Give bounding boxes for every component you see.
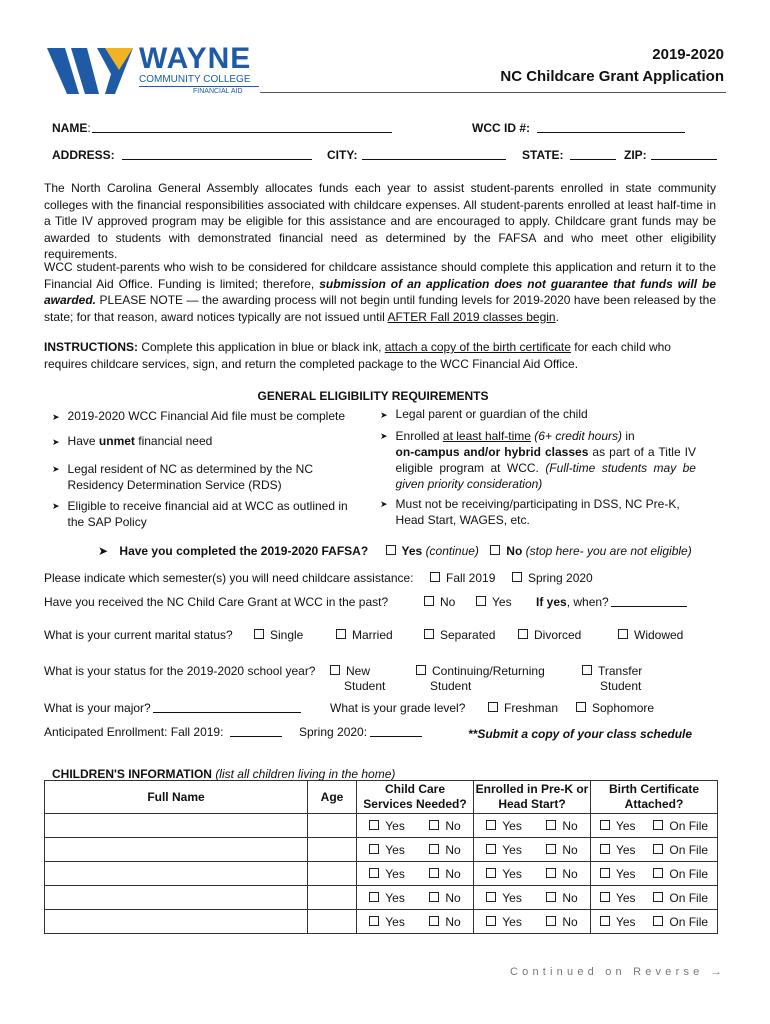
wayne-w-icon [47, 46, 137, 96]
checkbox[interactable] [369, 844, 379, 854]
child-age-cell[interactable] [308, 862, 357, 886]
checkbox[interactable] [546, 868, 556, 878]
checkbox[interactable] [369, 820, 379, 830]
child-name-cell[interactable] [45, 886, 308, 910]
checkbox[interactable] [653, 820, 663, 830]
elig-item: ➤ Legal parent or guardian of the child [380, 407, 588, 421]
checkbox[interactable] [486, 820, 496, 830]
name-field[interactable] [92, 121, 392, 133]
checkbox[interactable] [486, 868, 496, 878]
birth-cert-cell [591, 862, 718, 886]
spring-hours-field[interactable] [370, 725, 422, 737]
header-rule [260, 92, 726, 93]
fafsa-no-option[interactable]: No (stop here- you are not eligible) [490, 544, 691, 558]
checkbox[interactable] [330, 665, 340, 675]
grade-question: What is your grade level? [330, 701, 466, 715]
children-heading: CHILDREN'S INFORMATION (list all children living in the home) [52, 767, 396, 781]
checkbox[interactable] [369, 868, 379, 878]
bullet-arrow-icon: ➤ [52, 412, 60, 422]
checkbox[interactable] [416, 665, 426, 675]
city-field[interactable] [362, 148, 506, 160]
fafsa-yes-option[interactable]: Yes (continue) [386, 544, 479, 558]
checkbox[interactable] [429, 916, 439, 926]
child-name-cell[interactable] [45, 814, 308, 838]
fall-hours-field[interactable] [230, 725, 282, 737]
checkbox[interactable] [430, 572, 440, 582]
address-field[interactable] [122, 148, 312, 160]
new-student-option[interactable]: New Student [330, 664, 385, 694]
checkbox[interactable] [429, 820, 439, 830]
semester-question: Please indicate which semester(s) you will need childcare assistance: [44, 571, 414, 585]
instructions-paragraph: INSTRUCTIONS: Complete this application in blue or black ink, attach a copy of the birth certificate for each child who requires childcare services, sign, and return the completed package to the WCC Financial Aid Office. [44, 340, 671, 371]
birth-cert-cell [591, 886, 718, 910]
form-title: NC Childcare Grant Application [500, 68, 724, 85]
wcc-id-field[interactable] [537, 121, 685, 133]
checkbox[interactable] [254, 629, 264, 639]
spring-enroll-label: Spring 2020: [299, 725, 368, 739]
sophomore-option[interactable]: Sophomore [576, 701, 654, 715]
checkbox[interactable] [486, 892, 496, 902]
checkbox[interactable] [600, 868, 610, 878]
no-option[interactable]: No [546, 891, 577, 905]
prek-cell [474, 910, 591, 934]
fafsa-question: Have you completed the 2019-2020 FAFSA? [119, 544, 369, 558]
col-age: Age [308, 781, 357, 814]
checkbox[interactable] [490, 545, 500, 555]
checkbox[interactable] [518, 629, 528, 639]
no-option[interactable]: No [429, 819, 460, 833]
single-option[interactable]: Single [254, 628, 303, 642]
elig-item: ➤ Legal resident of NC as determined by the NC Residency Determination Service (RDS) [52, 462, 314, 492]
child-age-cell[interactable] [308, 814, 357, 838]
separated-option[interactable]: Separated [424, 628, 495, 642]
no-option[interactable]: No [546, 843, 577, 857]
no-option[interactable]: No [429, 843, 460, 857]
birth-cert-cell [591, 910, 718, 934]
continued-on-reverse: Continued on Reverse → [510, 966, 726, 978]
continuing-option[interactable]: Continuing/Returning Student [416, 664, 545, 694]
checkbox[interactable] [429, 844, 439, 854]
childcare-cell [357, 814, 474, 838]
right-arrow-icon: → [710, 966, 726, 978]
table-row [45, 886, 718, 910]
checkbox[interactable] [476, 596, 486, 606]
no-option[interactable]: No [546, 915, 577, 929]
yes-option[interactable]: Yes [600, 819, 636, 833]
zip-label: ZIP: [624, 148, 647, 162]
bullet-arrow-icon: ➤ [380, 431, 388, 441]
checkbox[interactable] [653, 892, 663, 902]
checkbox[interactable] [653, 916, 663, 926]
table-header-row [45, 781, 718, 814]
bullet-arrow-icon: ➤ [52, 437, 60, 447]
child-age-cell[interactable] [308, 910, 357, 934]
prek-cell [474, 814, 591, 838]
logo-dept: FINANCIAL AID [193, 88, 243, 95]
yes-option[interactable]: Yes [600, 867, 636, 881]
logo-subtitle: COMMUNITY COLLEGE [139, 74, 251, 85]
city-label: CITY: [327, 148, 358, 162]
checkbox[interactable] [546, 892, 556, 902]
checkbox[interactable] [600, 916, 610, 926]
checkbox[interactable] [546, 844, 556, 854]
bullet-arrow-icon: ➤ [380, 499, 388, 509]
prek-cell [474, 838, 591, 862]
schedule-note: **Submit a copy of your class schedule [468, 727, 693, 741]
child-name-cell[interactable] [45, 838, 308, 862]
logo-divider [139, 86, 259, 87]
no-option[interactable]: On File [653, 915, 708, 929]
no-option[interactable]: No [546, 867, 577, 881]
checkbox[interactable] [488, 702, 498, 712]
no-option[interactable]: No [429, 915, 460, 929]
yes-option[interactable]: Yes [369, 891, 405, 905]
col-prek: Enrolled in Pre-K or Head Start? [474, 781, 591, 814]
address-label: ADDRESS: [52, 148, 115, 162]
checkbox[interactable] [429, 868, 439, 878]
fafsa-question-row [98, 544, 692, 558]
yes-option[interactable]: Yes [486, 819, 522, 833]
no-option[interactable]: No [429, 867, 460, 881]
child-age-cell[interactable] [308, 886, 357, 910]
no-option[interactable]: On File [653, 891, 708, 905]
major-field[interactable] [153, 701, 301, 713]
checkbox[interactable] [618, 629, 628, 639]
checkbox[interactable] [424, 629, 434, 639]
prek-cell [474, 862, 591, 886]
checkbox[interactable] [369, 916, 379, 926]
prior-grant-question: Have you received the NC Child Care Grant at WCC in the past? [44, 595, 389, 609]
when-field[interactable] [611, 595, 687, 607]
col-childcare: Child Care Services Needed? [357, 781, 474, 814]
marital-question: What is your current marital status? [44, 628, 233, 642]
prek-cell [474, 886, 591, 910]
no-option[interactable]: On File [653, 867, 708, 881]
no-option[interactable]: On File [653, 819, 708, 833]
fall-option[interactable]: Fall 2019 [430, 571, 495, 585]
yes-option[interactable]: Yes [369, 915, 405, 929]
childcare-cell [357, 886, 474, 910]
checkbox[interactable] [546, 916, 556, 926]
checkbox[interactable] [336, 629, 346, 639]
checkbox[interactable] [486, 844, 496, 854]
prior-no-option[interactable]: No [424, 595, 455, 609]
checkbox[interactable] [600, 892, 610, 902]
status-question: What is your status for the 2019-2020 school year? [44, 664, 316, 678]
yes-option[interactable]: Yes [600, 891, 636, 905]
yes-option[interactable]: Yes [600, 915, 636, 929]
if-yes-label: If yes, when? [536, 595, 609, 609]
checkbox[interactable] [512, 572, 522, 582]
table-row [45, 910, 718, 934]
no-option[interactable]: On File [653, 843, 708, 857]
logo [47, 42, 267, 96]
checkbox[interactable] [429, 892, 439, 902]
checkbox[interactable] [386, 545, 396, 555]
yes-option[interactable]: Yes [600, 843, 636, 857]
col-birth-cert: Birth Certificate Attached? [591, 781, 718, 814]
checkbox[interactable] [546, 820, 556, 830]
yes-option[interactable]: Yes [369, 867, 405, 881]
childcare-cell [357, 862, 474, 886]
checkbox[interactable] [486, 916, 496, 926]
no-option[interactable]: No [546, 819, 577, 833]
elig-item: ➤ Enrolled at least half-time (6+ credit hours) in on-campus and/or hybrid classes as part of a Title IV eligible program at WCC. (Full-time students may be given priority consideration) [380, 429, 696, 491]
widowed-option[interactable]: Widowed [618, 628, 683, 642]
prior-yes-option[interactable]: Yes [476, 595, 512, 609]
state-field[interactable] [570, 148, 616, 160]
childcare-cell [357, 910, 474, 934]
table-row [45, 838, 718, 862]
elig-item: ➤ Eligible to receive financial aid at WCC as outlined in the SAP Policy [52, 499, 348, 529]
checkbox[interactable] [582, 665, 592, 675]
form-year: 2019-2020 [652, 46, 724, 63]
spring-option[interactable]: Spring 2020 [512, 571, 593, 585]
state-label: STATE: [522, 148, 564, 162]
birth-cert-cell [591, 838, 718, 862]
divorced-option[interactable]: Divorced [518, 628, 581, 642]
child-age-cell[interactable] [308, 838, 357, 862]
yes-option[interactable]: Yes [486, 843, 522, 857]
table-row [45, 814, 718, 838]
name-label: NAME: [52, 121, 91, 135]
intro-paragraph: The North Carolina General Assembly allocates funds each year to assist student-parents enrolled in state community colleges with the financial responsibilities associated with childcare expenses. All student-parents enrolled at least half-time in a Title IV approved program may be eligible for this assistance and are encouraged to apply. Childcare grant funds may be awarded to students with demonstrated financial need as determined by the FAFSA and who meet other eligibility requirements. [44, 181, 716, 261]
checkbox[interactable] [600, 844, 610, 854]
birth-cert-cell [591, 814, 718, 838]
childcare-cell [357, 838, 474, 862]
yes-option[interactable]: Yes [486, 891, 522, 905]
checkbox[interactable] [424, 596, 434, 606]
checkbox[interactable] [653, 844, 663, 854]
major-question: What is your major? [44, 701, 151, 715]
checkbox[interactable] [600, 820, 610, 830]
elig-item: ➤ 2019-2020 WCC Financial Aid file must be complete [52, 409, 346, 423]
checkbox[interactable] [576, 702, 586, 712]
bullet-arrow-icon: ➤ [52, 501, 60, 511]
eligibility-heading: GENERAL ELIGIBILITY REQUIREMENTS [257, 389, 489, 403]
child-name-cell[interactable] [45, 862, 308, 886]
yes-option[interactable]: Yes [369, 819, 405, 833]
check-arrow-icon: ➤ [98, 544, 109, 558]
yes-option[interactable]: Yes [486, 867, 522, 881]
checkbox[interactable] [653, 868, 663, 878]
elig-item: ➤ Have unmet financial need [52, 434, 213, 448]
bullet-arrow-icon: ➤ [380, 410, 388, 420]
yes-option[interactable]: Yes [369, 843, 405, 857]
children-table [44, 780, 718, 934]
enrollment-label: Anticipated Enrollment: Fall 2019: [44, 725, 224, 739]
zip-field[interactable] [651, 148, 717, 160]
married-option[interactable]: Married [336, 628, 393, 642]
no-option[interactable]: No [429, 891, 460, 905]
checkbox[interactable] [369, 892, 379, 902]
freshman-option[interactable]: Freshman [488, 701, 558, 715]
bullet-arrow-icon: ➤ [52, 464, 60, 474]
logo-title: WAYNE [139, 42, 252, 75]
wcc-id-label: WCC ID #: [472, 121, 530, 135]
notice-paragraph: WCC student-parents who wish to be considered for childcare assistance should complete this application and return it to the Financial Aid Office. Funding is limited; therefore, submission of an application does not guarantee that funds will be awarded. PLEASE NOTE — the awarding process will not begin until funding levels for 2019-2020 have been released by the state; for that reason, award notices typically are not issued until AFTER Fall 2019 classes begin. [44, 260, 717, 324]
transfer-option[interactable]: Transfer Student [582, 664, 642, 694]
yes-option[interactable]: Yes [486, 915, 522, 929]
table-row [45, 862, 718, 886]
elig-item: ➤ Must not be receiving/participating in DSS, NC Pre-K, Head Start, WAGES, etc. [380, 497, 680, 527]
col-full-name: Full Name [45, 781, 308, 814]
child-name-cell[interactable] [45, 910, 308, 934]
